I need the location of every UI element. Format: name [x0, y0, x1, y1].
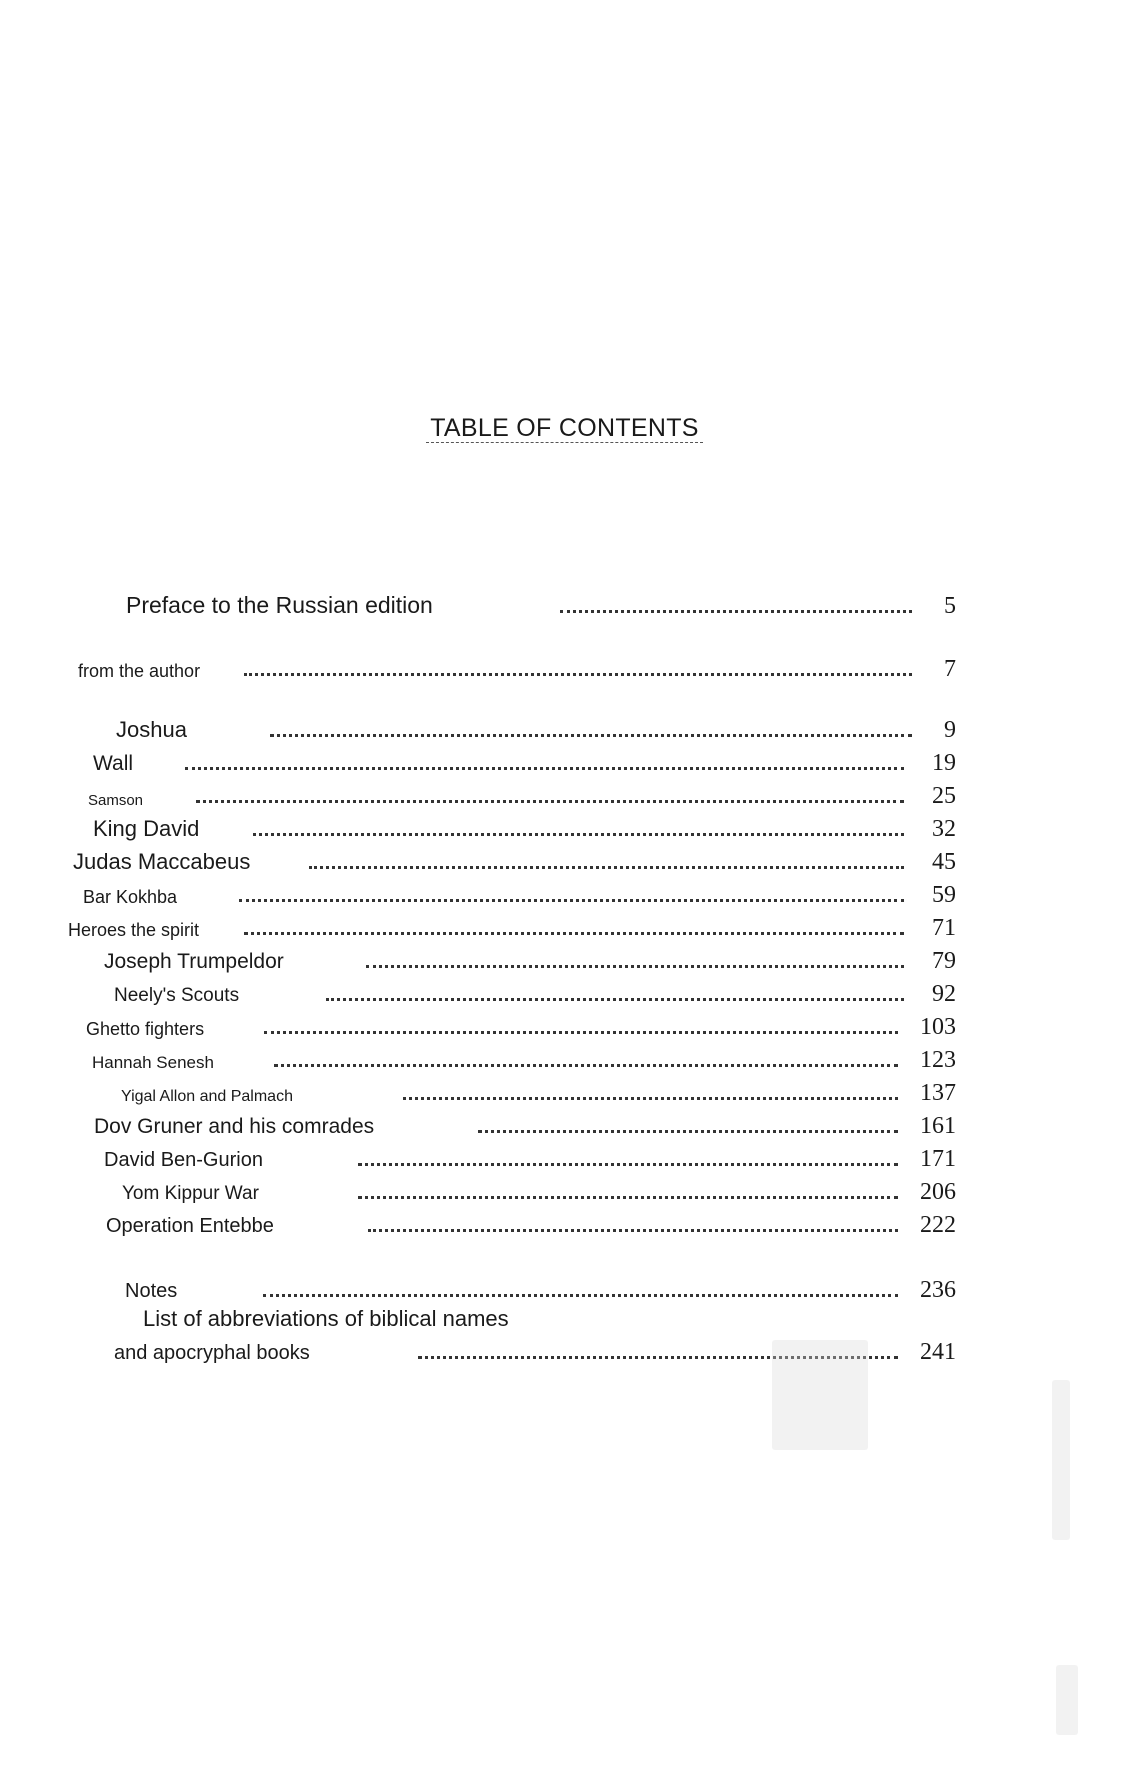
toc-entry [116, 716, 956, 746]
toc-entry-page: 45 [932, 849, 956, 875]
toc-entry-label: Yigal Allon and Palmach [121, 1088, 293, 1105]
toc-entry-label: Joseph Trumpeldor [104, 950, 284, 973]
toc-entry [78, 655, 956, 685]
toc-entry-page: 103 [920, 1014, 956, 1040]
toc-entry-page: 222 [920, 1212, 956, 1238]
toc-entry-page: 32 [932, 816, 956, 842]
toc-heading-text: TABLE OF CONTENTS [426, 414, 703, 443]
toc-entry [88, 782, 956, 812]
toc-entry [106, 1211, 956, 1241]
toc-dot-leader [244, 932, 904, 935]
toc-dot-leader [264, 1031, 898, 1034]
toc-entry [94, 1112, 956, 1142]
toc-entry [126, 592, 956, 622]
toc-entry [121, 1079, 956, 1109]
toc-entry-page: 19 [932, 750, 956, 776]
toc-entry-label: Heroes the spirit [68, 920, 200, 940]
toc-entry-label: Judas Maccabeus [73, 849, 251, 874]
toc-entry-page: 171 [920, 1146, 956, 1172]
toc-dot-leader [368, 1229, 898, 1232]
toc-entry-page: 161 [920, 1113, 956, 1139]
toc-entry-page: 9 [944, 717, 956, 743]
toc-dot-leader [326, 998, 904, 1001]
toc-entry-label: Samson [88, 792, 144, 809]
toc-heading [0, 414, 1129, 443]
toc-dot-leader [366, 965, 904, 968]
toc-entry-label: Yom Kippur War [122, 1183, 259, 1204]
toc-entry [104, 947, 956, 977]
toc-dot-leader [244, 673, 912, 676]
toc-entry-label: Operation Entebbe [106, 1215, 274, 1237]
toc-entry [125, 1276, 956, 1306]
toc-entry-label-first-line: List of abbreviations of biblical names [143, 1306, 509, 1331]
toc-entry [86, 1013, 956, 1043]
toc-entry-label: King David [93, 816, 200, 841]
toc-entry [114, 980, 956, 1010]
toc-entry-label: Wall [93, 752, 134, 775]
toc-entry-page: 7 [944, 656, 956, 682]
toc-entry [83, 881, 956, 911]
toc-dot-leader [263, 1294, 898, 1297]
toc-entry [68, 914, 956, 944]
toc-entry-label: Neely's Scouts [114, 985, 240, 1006]
toc-dot-leader [478, 1130, 898, 1133]
toc-entry-label: Hannah Senesh [92, 1053, 214, 1072]
toc-entry [122, 1178, 956, 1208]
toc-dot-leader [239, 899, 904, 902]
toc-dot-leader [185, 767, 904, 770]
toc-entry-label: David Ben-Gurion [104, 1149, 263, 1171]
toc-dot-leader [403, 1097, 898, 1100]
toc-entry [73, 848, 956, 878]
toc-entry-page: 79 [932, 948, 956, 974]
toc-entry-page: 59 [932, 882, 956, 908]
toc-entry-label: Joshua [116, 717, 187, 742]
toc-entry-label: Notes [125, 1280, 178, 1302]
toc-entry-label: Ghetto fighters [86, 1019, 205, 1039]
scan-smudge [772, 1340, 868, 1450]
toc-entry-page: 236 [920, 1277, 956, 1303]
toc-entry-page: 71 [932, 915, 956, 941]
toc-entry-label: Dov Gruner and his comrades [94, 1115, 375, 1138]
toc-dot-leader [358, 1196, 898, 1199]
toc-entry [104, 1145, 956, 1175]
toc-entry-page: 5 [944, 593, 956, 619]
toc-entry-label: and apocryphal books [114, 1342, 310, 1364]
toc-entry [93, 815, 956, 845]
toc-dot-leader [196, 800, 904, 803]
toc-entry-page: 137 [920, 1080, 956, 1106]
toc-entry-page: 92 [932, 981, 956, 1007]
toc-entry-page: 25 [932, 783, 956, 809]
toc-entry [93, 749, 956, 779]
scan-smudge [1052, 1380, 1070, 1540]
toc-dot-leader [358, 1163, 898, 1166]
toc-entry-label: from the author [78, 661, 201, 681]
toc-dot-leader [274, 1064, 898, 1067]
toc-dot-leader [253, 833, 904, 836]
toc-entry-page: 123 [920, 1047, 956, 1073]
toc-entry-page: 206 [920, 1179, 956, 1205]
toc-entry [92, 1046, 956, 1076]
scan-smudge [1056, 1665, 1078, 1735]
toc-entry-page: 241 [920, 1339, 956, 1365]
toc-dot-leader [270, 734, 912, 737]
toc-entry-label: Preface to the Russian edition [126, 592, 433, 618]
toc-dot-leader [309, 866, 904, 869]
toc-entry-label: Bar Kokhba [83, 887, 178, 907]
toc-dot-leader [560, 610, 912, 613]
